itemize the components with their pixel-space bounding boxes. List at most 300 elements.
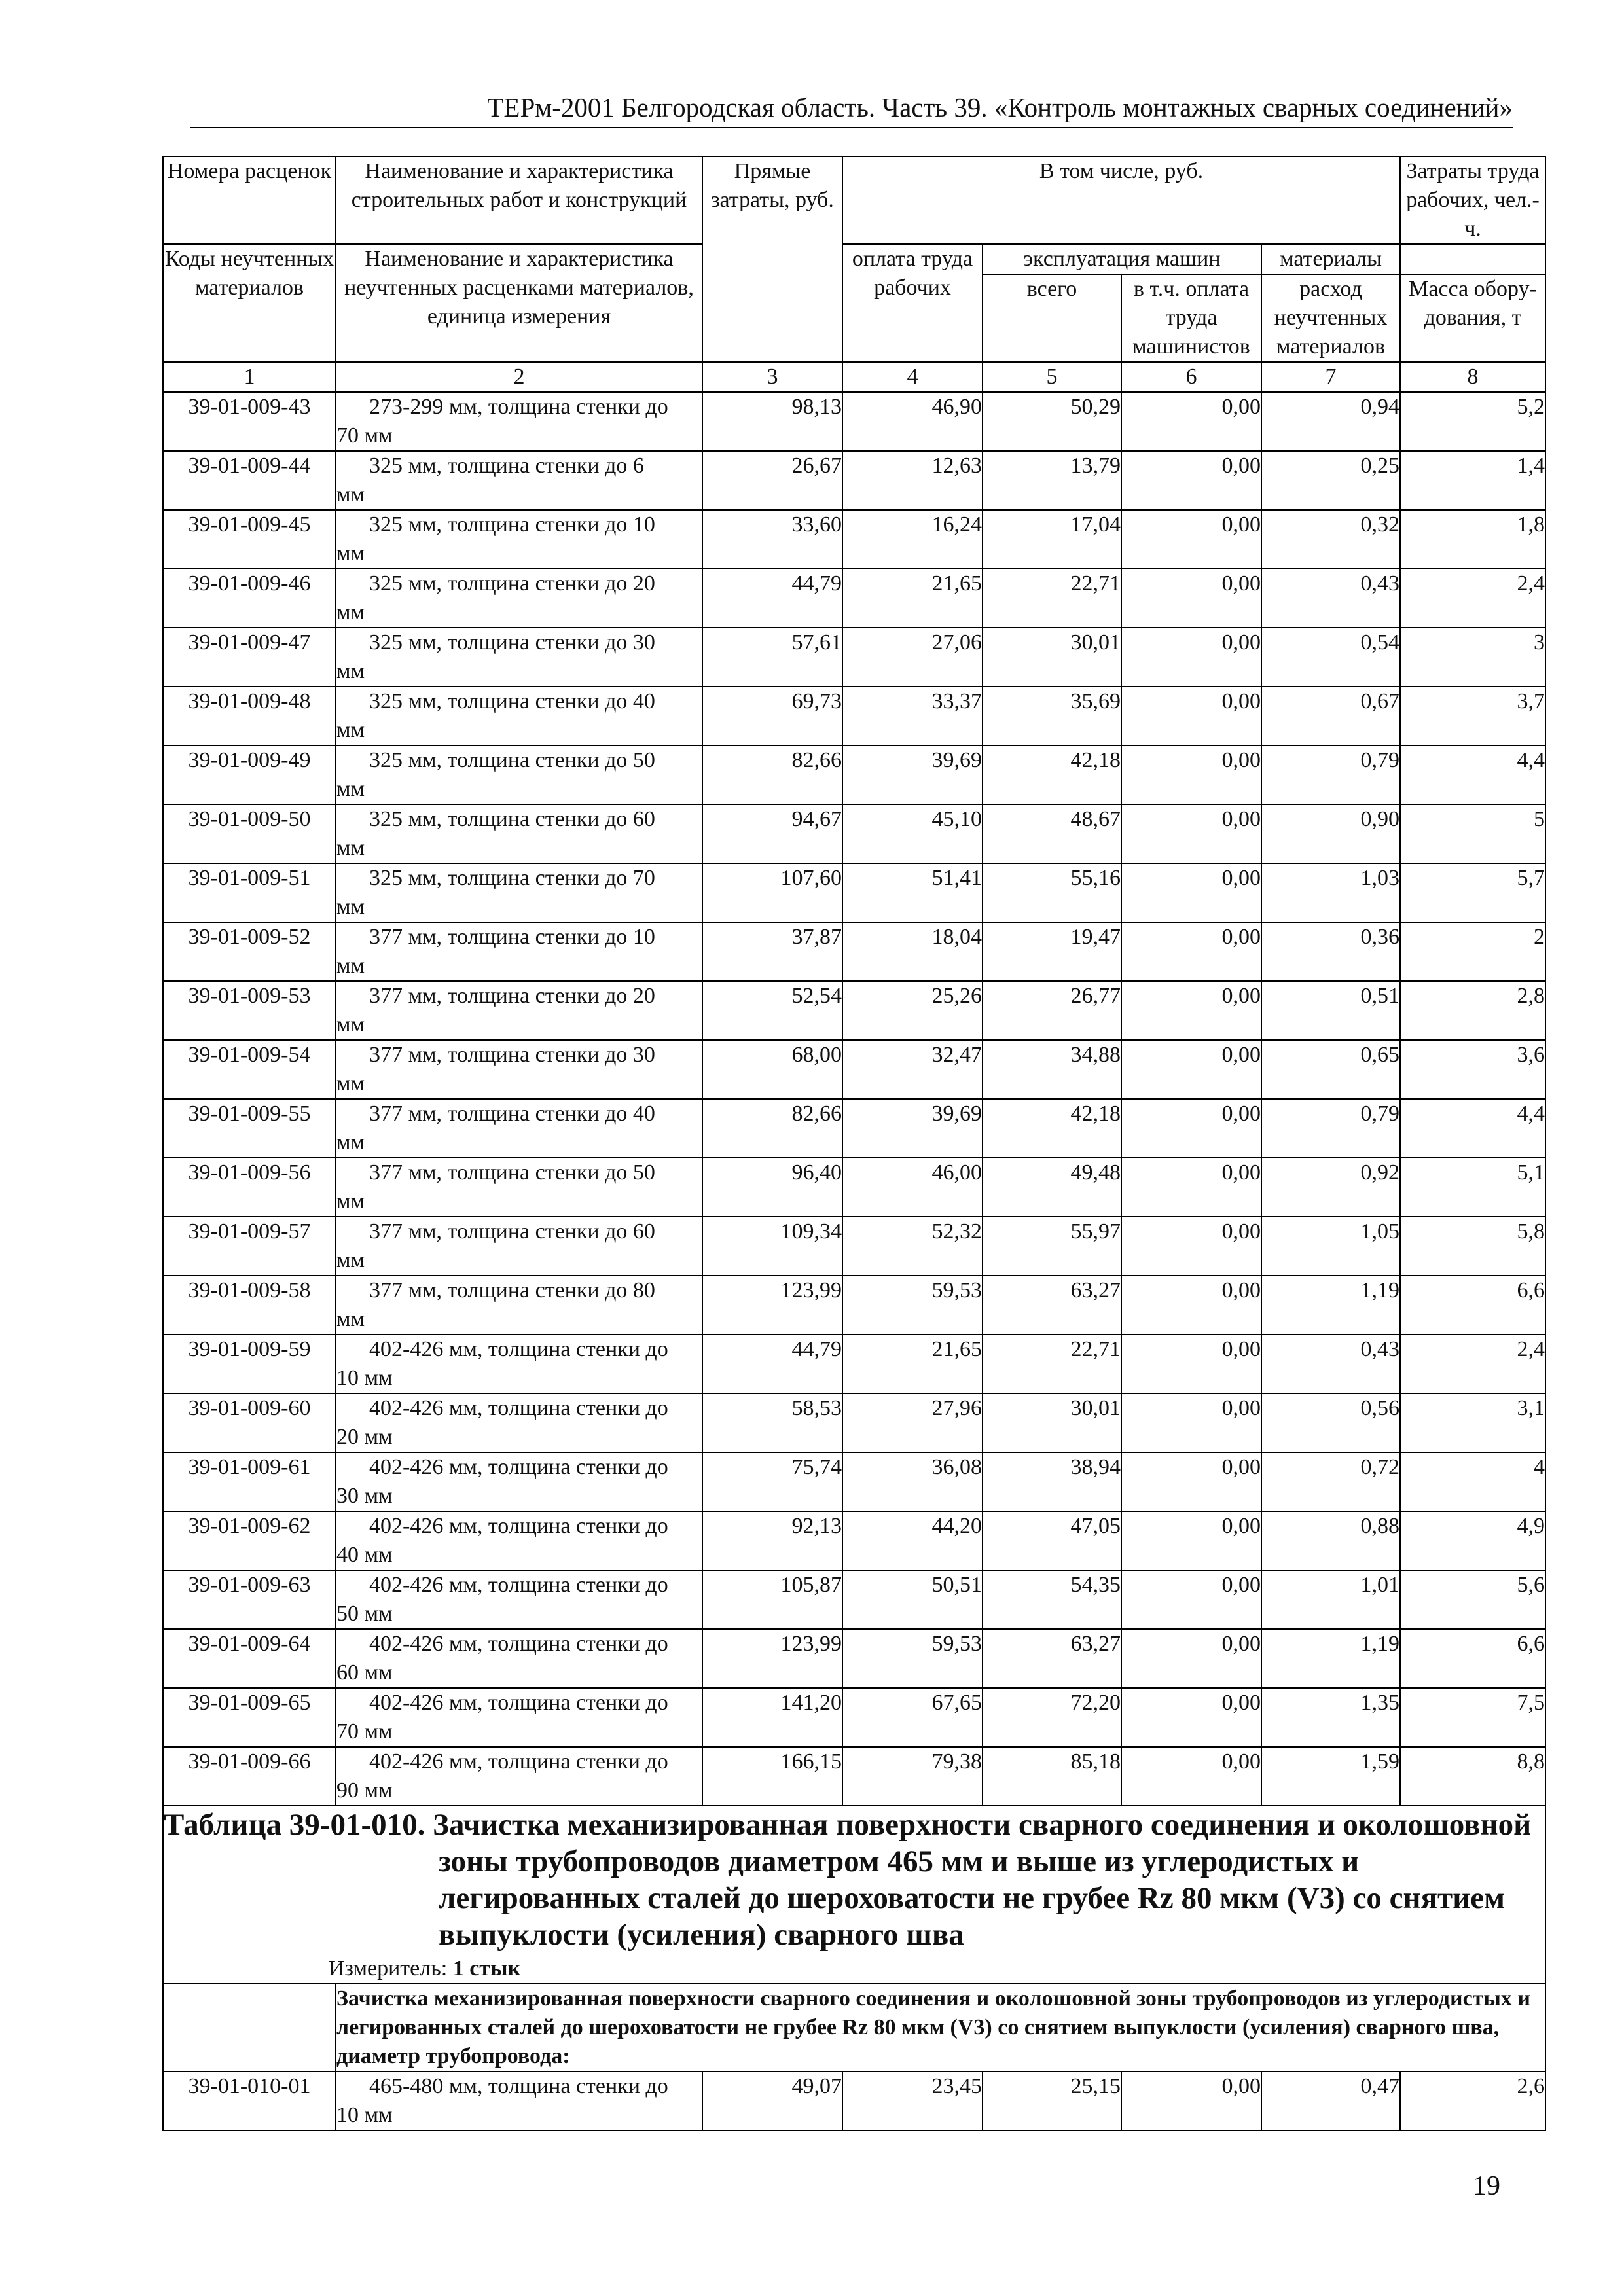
table-row bbox=[163, 1393, 1545, 1452]
work-name-line: 325 мм, толщина стенки до 30 bbox=[369, 630, 655, 655]
work-name-line: 377 мм, толщина стенки до 10 bbox=[369, 925, 655, 949]
header-material-codes: Коды неучтенных материалов bbox=[163, 244, 336, 362]
col-index: 7 bbox=[1261, 362, 1400, 392]
machinists-wages: 0,00 bbox=[1121, 1099, 1261, 1158]
wages: 67,65 bbox=[842, 1688, 983, 1747]
direct-costs: 92,13 bbox=[702, 1511, 842, 1570]
machines-total: 35,69 bbox=[983, 687, 1121, 745]
table-row bbox=[163, 1217, 1545, 1276]
wages: 16,24 bbox=[842, 510, 983, 569]
direct-costs: 37,87 bbox=[702, 922, 842, 981]
work-name bbox=[336, 745, 702, 804]
work-name-line: 60 мм bbox=[336, 1660, 393, 1685]
wages: 59,53 bbox=[842, 1629, 983, 1688]
table-row bbox=[163, 1335, 1545, 1393]
labor-costs: 5,7 bbox=[1400, 863, 1545, 922]
table-row bbox=[163, 1276, 1545, 1335]
machines-total: 17,04 bbox=[983, 510, 1121, 569]
table-row bbox=[163, 1688, 1545, 1747]
machines-total: 49,48 bbox=[983, 1158, 1121, 1217]
wages: 79,38 bbox=[842, 1747, 983, 1806]
labor-costs: 2,4 bbox=[1400, 569, 1545, 628]
wages: 36,08 bbox=[842, 1452, 983, 1511]
rate-code: 39-01-009-55 bbox=[163, 1099, 336, 1158]
page-number: 19 bbox=[1473, 2171, 1500, 2201]
section-cell bbox=[163, 1806, 1545, 1984]
machinists-wages: 0,00 bbox=[1121, 922, 1261, 981]
machines-total: 63,27 bbox=[983, 1629, 1121, 1688]
work-name bbox=[336, 392, 702, 451]
machines-total: 38,94 bbox=[983, 1452, 1121, 1511]
materials: 0,51 bbox=[1261, 981, 1400, 1040]
wages: 50,51 bbox=[842, 1570, 983, 1629]
rate-code: 39-01-009-51 bbox=[163, 863, 336, 922]
work-name-line: 402-426 мм, толщина стенки до bbox=[369, 1514, 668, 1538]
rate-code: 39-01-009-56 bbox=[163, 1158, 336, 1217]
table-row bbox=[163, 1629, 1545, 1688]
table-title: Таблица 39-01-010. Зачистка механизированная поверхности сварного соединения и околошовной зоны трубопроводов диаметром 465 мм и выше из углеродистых и легированных сталей до шероховатости не грубее Rz 80 мкм (V3) со снятием выпуклости (усиления) сварного шва bbox=[164, 1808, 1532, 1952]
labor-costs: 7,5 bbox=[1400, 1688, 1545, 1747]
work-name bbox=[336, 1217, 702, 1276]
wages: 18,04 bbox=[842, 922, 983, 981]
direct-costs: 44,79 bbox=[702, 569, 842, 628]
table-row bbox=[163, 1040, 1545, 1099]
col-index: 1 bbox=[163, 362, 336, 392]
machinists-wages: 0,00 bbox=[1121, 451, 1261, 510]
machines-total: 63,27 bbox=[983, 1276, 1121, 1335]
direct-costs: 123,99 bbox=[702, 1276, 842, 1335]
direct-costs: 141,20 bbox=[702, 1688, 842, 1747]
wages: 21,65 bbox=[842, 1335, 983, 1393]
work-name-line: 70 мм bbox=[336, 423, 393, 448]
machines-total: 13,79 bbox=[983, 451, 1121, 510]
header-direct-costs: Прямые затраты, руб. bbox=[702, 156, 842, 362]
direct-costs: 166,15 bbox=[702, 1747, 842, 1806]
section-title-row bbox=[163, 1806, 1545, 1984]
machines-total: 34,88 bbox=[983, 1040, 1121, 1099]
rate-code: 39-01-009-65 bbox=[163, 1688, 336, 1747]
machines-total: 30,01 bbox=[983, 1393, 1121, 1452]
direct-costs: 69,73 bbox=[702, 687, 842, 745]
work-name-line: 402-426 мм, толщина стенки до bbox=[369, 1632, 668, 1656]
labor-costs: 3 bbox=[1400, 628, 1545, 687]
table-row bbox=[163, 392, 1545, 451]
col-index: 8 bbox=[1400, 362, 1545, 392]
work-name-line: 402-426 мм, толщина стенки до bbox=[369, 1455, 668, 1479]
direct-costs: 105,87 bbox=[702, 1570, 842, 1629]
work-name-line: мм bbox=[336, 836, 365, 860]
work-name-line: 20 мм bbox=[336, 1425, 393, 1449]
work-name-line: 402-426 мм, толщина стенки до bbox=[369, 1396, 668, 1420]
rate-code: 39-01-009-58 bbox=[163, 1276, 336, 1335]
work-name-line: 402-426 мм, толщина стенки до bbox=[369, 1691, 668, 1715]
machinists-wages: 0,00 bbox=[1121, 745, 1261, 804]
work-name-line: 90 мм bbox=[336, 1778, 393, 1803]
materials: 0,88 bbox=[1261, 1511, 1400, 1570]
rate-code: 39-01-009-63 bbox=[163, 1570, 336, 1629]
rate-code: 39-01-009-66 bbox=[163, 1747, 336, 1806]
labor-costs: 2,6 bbox=[1400, 2072, 1545, 2130]
work-name-line: мм bbox=[336, 1071, 365, 1096]
direct-costs: 33,60 bbox=[702, 510, 842, 569]
wages: 32,47 bbox=[842, 1040, 983, 1099]
labor-costs: 2,4 bbox=[1400, 1335, 1545, 1393]
labor-costs: 4 bbox=[1400, 1452, 1545, 1511]
machines-total: 54,35 bbox=[983, 1570, 1121, 1629]
work-name-line: мм bbox=[336, 718, 365, 742]
wages: 39,69 bbox=[842, 745, 983, 804]
machinists-wages: 0,00 bbox=[1121, 1393, 1261, 1452]
work-name-line: 325 мм, толщина стенки до 10 bbox=[369, 512, 655, 537]
materials: 0,79 bbox=[1261, 745, 1400, 804]
machinists-wages: 0,00 bbox=[1121, 1688, 1261, 1747]
direct-costs: 82,66 bbox=[702, 745, 842, 804]
work-name bbox=[336, 804, 702, 863]
header-material-name: Наименование и характеристика неучтенных расценками материалов, единица измерения bbox=[336, 244, 702, 362]
direct-costs: 98,13 bbox=[702, 392, 842, 451]
rate-code: 39-01-009-44 bbox=[163, 451, 336, 510]
header-row-2 bbox=[163, 244, 1545, 274]
table-row bbox=[163, 628, 1545, 687]
direct-costs: 26,67 bbox=[702, 451, 842, 510]
work-name-line: 377 мм, толщина стенки до 40 bbox=[369, 1102, 655, 1126]
work-name bbox=[336, 1040, 702, 1099]
direct-costs: 75,74 bbox=[702, 1452, 842, 1511]
labor-costs: 3,7 bbox=[1400, 687, 1545, 745]
work-name-line: 50 мм bbox=[336, 1602, 393, 1626]
wages: 12,63 bbox=[842, 451, 983, 510]
work-name-line: мм bbox=[336, 1130, 365, 1155]
header-equipment-mass: Масса обору-дования, т bbox=[1400, 274, 1545, 362]
rate-code: 39-01-009-62 bbox=[163, 1511, 336, 1570]
direct-costs: 57,61 bbox=[702, 628, 842, 687]
work-name-line: 273-299 мм, толщина стенки до bbox=[369, 395, 668, 419]
col-index: 2 bbox=[336, 362, 702, 392]
materials: 0,92 bbox=[1261, 1158, 1400, 1217]
rate-code: 39-01-009-52 bbox=[163, 922, 336, 981]
machinists-wages: 0,00 bbox=[1121, 1570, 1261, 1629]
running-head: ТЕРм-2001 Белгородская область. Часть 39. «Контроль монтажных сварных соединений» bbox=[190, 92, 1513, 128]
machinists-wages: 0,00 bbox=[1121, 392, 1261, 451]
materials: 0,72 bbox=[1261, 1452, 1400, 1511]
rate-code: 39-01-009-54 bbox=[163, 1040, 336, 1099]
work-name bbox=[336, 687, 702, 745]
header-materials-consumption: расход неучтенных материалов bbox=[1261, 274, 1400, 362]
work-name bbox=[336, 1276, 702, 1335]
direct-costs: 49,07 bbox=[702, 2072, 842, 2130]
column-index-row bbox=[163, 362, 1545, 392]
machinists-wages: 0,00 bbox=[1121, 628, 1261, 687]
machinists-wages: 0,00 bbox=[1121, 1629, 1261, 1688]
machinists-wages: 0,00 bbox=[1121, 1158, 1261, 1217]
work-name-line: 377 мм, толщина стенки до 60 bbox=[369, 1219, 655, 1244]
table-row bbox=[163, 1452, 1545, 1511]
work-name bbox=[336, 1747, 702, 1806]
rate-code: 39-01-009-45 bbox=[163, 510, 336, 569]
machines-total: 55,97 bbox=[983, 1217, 1121, 1276]
work-name bbox=[336, 1688, 702, 1747]
rate-code: 39-01-009-57 bbox=[163, 1217, 336, 1276]
direct-costs: 82,66 bbox=[702, 1099, 842, 1158]
materials: 1,03 bbox=[1261, 863, 1400, 922]
work-name-line: мм bbox=[336, 659, 365, 683]
table-row bbox=[163, 804, 1545, 863]
wages: 46,90 bbox=[842, 392, 983, 451]
rate-code: 39-01-009-60 bbox=[163, 1393, 336, 1452]
wages: 46,00 bbox=[842, 1158, 983, 1217]
work-name-line: 465-480 мм, толщина стенки до bbox=[369, 2074, 668, 2098]
labor-costs: 1,4 bbox=[1400, 451, 1545, 510]
labor-costs: 5 bbox=[1400, 804, 1545, 863]
direct-costs: 44,79 bbox=[702, 1335, 842, 1393]
work-name-line: 10 мм bbox=[336, 1366, 393, 1390]
header-machine-operation: эксплуатация машин bbox=[983, 244, 1261, 274]
work-name bbox=[336, 1158, 702, 1217]
labor-costs: 3,1 bbox=[1400, 1393, 1545, 1452]
table-row bbox=[163, 981, 1545, 1040]
work-name bbox=[336, 1629, 702, 1688]
work-name bbox=[336, 1452, 702, 1511]
machinists-wages: 0,00 bbox=[1121, 981, 1261, 1040]
materials: 1,35 bbox=[1261, 1688, 1400, 1747]
direct-costs: 96,40 bbox=[702, 1158, 842, 1217]
table-row bbox=[163, 745, 1545, 804]
work-name bbox=[336, 1570, 702, 1629]
direct-costs: 109,34 bbox=[702, 1217, 842, 1276]
labor-costs: 4,9 bbox=[1400, 1511, 1545, 1570]
machinists-wages: 0,00 bbox=[1121, 1511, 1261, 1570]
wages: 44,20 bbox=[842, 1511, 983, 1570]
machinists-wages: 0,00 bbox=[1121, 1335, 1261, 1393]
materials: 0,36 bbox=[1261, 922, 1400, 981]
rate-code: 39-01-009-47 bbox=[163, 628, 336, 687]
machinists-wages: 0,00 bbox=[1121, 1217, 1261, 1276]
materials: 1,05 bbox=[1261, 1217, 1400, 1276]
materials: 0,79 bbox=[1261, 1099, 1400, 1158]
work-name bbox=[336, 2072, 702, 2130]
work-name-line: 377 мм, толщина стенки до 30 bbox=[369, 1043, 655, 1067]
rate-code: 39-01-009-59 bbox=[163, 1335, 336, 1393]
rates-table bbox=[162, 156, 1546, 2131]
work-name bbox=[336, 628, 702, 687]
col-index: 3 bbox=[702, 362, 842, 392]
work-name bbox=[336, 451, 702, 510]
machinists-wages: 0,00 bbox=[1121, 569, 1261, 628]
materials: 0,43 bbox=[1261, 569, 1400, 628]
work-name-line: 325 мм, толщина стенки до 60 bbox=[369, 807, 655, 831]
table-row bbox=[163, 922, 1545, 981]
machines-total: 47,05 bbox=[983, 1511, 1121, 1570]
wages: 27,06 bbox=[842, 628, 983, 687]
work-name-line: мм bbox=[336, 541, 365, 565]
work-name-line: 402-426 мм, толщина стенки до bbox=[369, 1337, 668, 1361]
wages: 27,96 bbox=[842, 1393, 983, 1452]
table-row bbox=[163, 1570, 1545, 1629]
work-name bbox=[336, 1393, 702, 1452]
labor-costs: 5,2 bbox=[1400, 392, 1545, 451]
unit-of-measure: Измеритель: 1 стык bbox=[329, 1956, 521, 1981]
materials: 0,94 bbox=[1261, 392, 1400, 451]
work-name-line: мм bbox=[336, 1013, 365, 1037]
header-materials: материалы bbox=[1261, 244, 1400, 274]
labor-costs: 5,6 bbox=[1400, 1570, 1545, 1629]
materials: 0,67 bbox=[1261, 687, 1400, 745]
work-name-line: 325 мм, толщина стенки до 20 bbox=[369, 571, 655, 596]
rate-code: 39-01-009-64 bbox=[163, 1629, 336, 1688]
header-including: В том числе, руб. bbox=[842, 156, 1400, 244]
labor-costs: 6,6 bbox=[1400, 1276, 1545, 1335]
work-name-line: 377 мм, толщина стенки до 50 bbox=[369, 1160, 655, 1185]
rate-code: 39-01-010-01 bbox=[163, 2072, 336, 2130]
wages: 59,53 bbox=[842, 1276, 983, 1335]
work-name bbox=[336, 1511, 702, 1570]
table-row bbox=[163, 687, 1545, 745]
direct-costs: 123,99 bbox=[702, 1629, 842, 1688]
materials: 1,59 bbox=[1261, 1747, 1400, 1806]
labor-costs: 4,4 bbox=[1400, 1099, 1545, 1158]
work-name bbox=[336, 922, 702, 981]
work-name bbox=[336, 569, 702, 628]
machines-total: 42,18 bbox=[983, 1099, 1121, 1158]
direct-costs: 52,54 bbox=[702, 981, 842, 1040]
table-row bbox=[163, 2072, 1545, 2130]
wages: 23,45 bbox=[842, 2072, 983, 2130]
machines-total: 22,71 bbox=[983, 1335, 1121, 1393]
work-name-line: 402-426 мм, толщина стенки до bbox=[369, 1749, 668, 1774]
col-index: 5 bbox=[983, 362, 1121, 392]
table-row bbox=[163, 510, 1545, 569]
machines-total: 22,71 bbox=[983, 569, 1121, 628]
machinists-wages: 0,00 bbox=[1121, 510, 1261, 569]
wages: 52,32 bbox=[842, 1217, 983, 1276]
labor-costs: 5,8 bbox=[1400, 1217, 1545, 1276]
machines-total: 25,15 bbox=[983, 2072, 1121, 2130]
direct-costs: 68,00 bbox=[702, 1040, 842, 1099]
rate-code: 39-01-009-50 bbox=[163, 804, 336, 863]
materials: 0,90 bbox=[1261, 804, 1400, 863]
labor-costs: 6,6 bbox=[1400, 1629, 1545, 1688]
header-rate-numbers: Номера расценок bbox=[163, 156, 336, 244]
description-row bbox=[163, 1984, 1545, 2072]
wages: 25,26 bbox=[842, 981, 983, 1040]
table-row bbox=[163, 451, 1545, 510]
rate-code: 39-01-009-49 bbox=[163, 745, 336, 804]
work-name bbox=[336, 510, 702, 569]
machines-total: 85,18 bbox=[983, 1747, 1121, 1806]
header-machinists-wages: в т.ч. оплата труда машинистов bbox=[1121, 274, 1261, 362]
header-row-1 bbox=[163, 156, 1545, 244]
work-name-line: 325 мм, толщина стенки до 6 bbox=[369, 454, 644, 478]
header-machines-total: всего bbox=[983, 274, 1121, 362]
work-name-line: 70 мм bbox=[336, 1719, 393, 1744]
work-name-line: 325 мм, толщина стенки до 50 bbox=[369, 748, 655, 772]
table-row bbox=[163, 1099, 1545, 1158]
machines-total: 19,47 bbox=[983, 922, 1121, 981]
work-name-line: 10 мм bbox=[336, 2103, 393, 2127]
machines-total: 48,67 bbox=[983, 804, 1121, 863]
header-labor-costs: Затраты труда рабочих, чел.-ч. bbox=[1400, 156, 1545, 244]
work-name-line: 30 мм bbox=[336, 1484, 393, 1508]
work-name-line: 325 мм, толщина стенки до 40 bbox=[369, 689, 655, 713]
col-index: 4 bbox=[842, 362, 983, 392]
work-name-line: мм bbox=[336, 954, 365, 978]
machines-total: 26,77 bbox=[983, 981, 1121, 1040]
wages: 51,41 bbox=[842, 863, 983, 922]
materials: 0,65 bbox=[1261, 1040, 1400, 1099]
materials: 0,32 bbox=[1261, 510, 1400, 569]
materials: 0,43 bbox=[1261, 1335, 1400, 1393]
materials: 1,19 bbox=[1261, 1276, 1400, 1335]
labor-costs: 5,1 bbox=[1400, 1158, 1545, 1217]
machines-total: 72,20 bbox=[983, 1688, 1121, 1747]
section-description: Зачистка механизированная поверхности сварного соединения и околошовной зоны трубопроводов из углеродистых и легированных сталей до шероховатости не грубее Rz 80 мкм (V3) со снятием выпуклости (усиления) сварного шва, диаметр трубопровода: bbox=[336, 1984, 1545, 2072]
rate-code: 39-01-009-61 bbox=[163, 1452, 336, 1511]
table-row bbox=[163, 863, 1545, 922]
materials: 0,56 bbox=[1261, 1393, 1400, 1452]
wages: 33,37 bbox=[842, 687, 983, 745]
rate-code: 39-01-009-43 bbox=[163, 392, 336, 451]
work-name-line: мм bbox=[336, 600, 365, 624]
work-name-line: 377 мм, толщина стенки до 80 bbox=[369, 1278, 655, 1302]
machines-total: 55,16 bbox=[983, 863, 1121, 922]
header-labor-spacer bbox=[1400, 244, 1545, 274]
machines-total: 50,29 bbox=[983, 392, 1121, 451]
labor-costs: 2,8 bbox=[1400, 981, 1545, 1040]
description-code-cell bbox=[163, 1984, 336, 2072]
work-name bbox=[336, 981, 702, 1040]
materials: 1,01 bbox=[1261, 1570, 1400, 1629]
wages: 39,69 bbox=[842, 1099, 983, 1158]
machinists-wages: 0,00 bbox=[1121, 1040, 1261, 1099]
machinists-wages: 0,00 bbox=[1121, 687, 1261, 745]
machinists-wages: 0,00 bbox=[1121, 1276, 1261, 1335]
machinists-wages: 0,00 bbox=[1121, 2072, 1261, 2130]
direct-costs: 58,53 bbox=[702, 1393, 842, 1452]
machinists-wages: 0,00 bbox=[1121, 804, 1261, 863]
work-name-line: 377 мм, толщина стенки до 20 bbox=[369, 984, 655, 1008]
header-work-name: Наименование и характеристика строительных работ и конструкций bbox=[336, 156, 702, 244]
work-name-line: мм bbox=[336, 777, 365, 801]
labor-costs: 1,8 bbox=[1400, 510, 1545, 569]
work-name-line: 325 мм, толщина стенки до 70 bbox=[369, 866, 655, 890]
work-name-line: мм bbox=[336, 895, 365, 919]
work-name-line: мм bbox=[336, 1189, 365, 1213]
wages: 45,10 bbox=[842, 804, 983, 863]
materials: 0,25 bbox=[1261, 451, 1400, 510]
labor-costs: 4,4 bbox=[1400, 745, 1545, 804]
materials: 0,54 bbox=[1261, 628, 1400, 687]
work-name bbox=[336, 863, 702, 922]
work-name-line: 40 мм bbox=[336, 1543, 393, 1567]
work-name-line: мм bbox=[336, 482, 365, 507]
labor-costs: 2 bbox=[1400, 922, 1545, 981]
materials: 1,19 bbox=[1261, 1629, 1400, 1688]
table-row bbox=[163, 569, 1545, 628]
work-name-line: мм bbox=[336, 1248, 365, 1272]
materials: 0,47 bbox=[1261, 2072, 1400, 2130]
machines-total: 42,18 bbox=[983, 745, 1121, 804]
header-wages: оплата труда рабочих bbox=[842, 244, 983, 362]
labor-costs: 3,6 bbox=[1400, 1040, 1545, 1099]
table-row bbox=[163, 1511, 1545, 1570]
work-name-line: 402-426 мм, толщина стенки до bbox=[369, 1573, 668, 1597]
work-name bbox=[336, 1335, 702, 1393]
rate-code: 39-01-009-48 bbox=[163, 687, 336, 745]
wages: 21,65 bbox=[842, 569, 983, 628]
machinists-wages: 0,00 bbox=[1121, 1452, 1261, 1511]
machinists-wages: 0,00 bbox=[1121, 863, 1261, 922]
machinists-wages: 0,00 bbox=[1121, 1747, 1261, 1806]
